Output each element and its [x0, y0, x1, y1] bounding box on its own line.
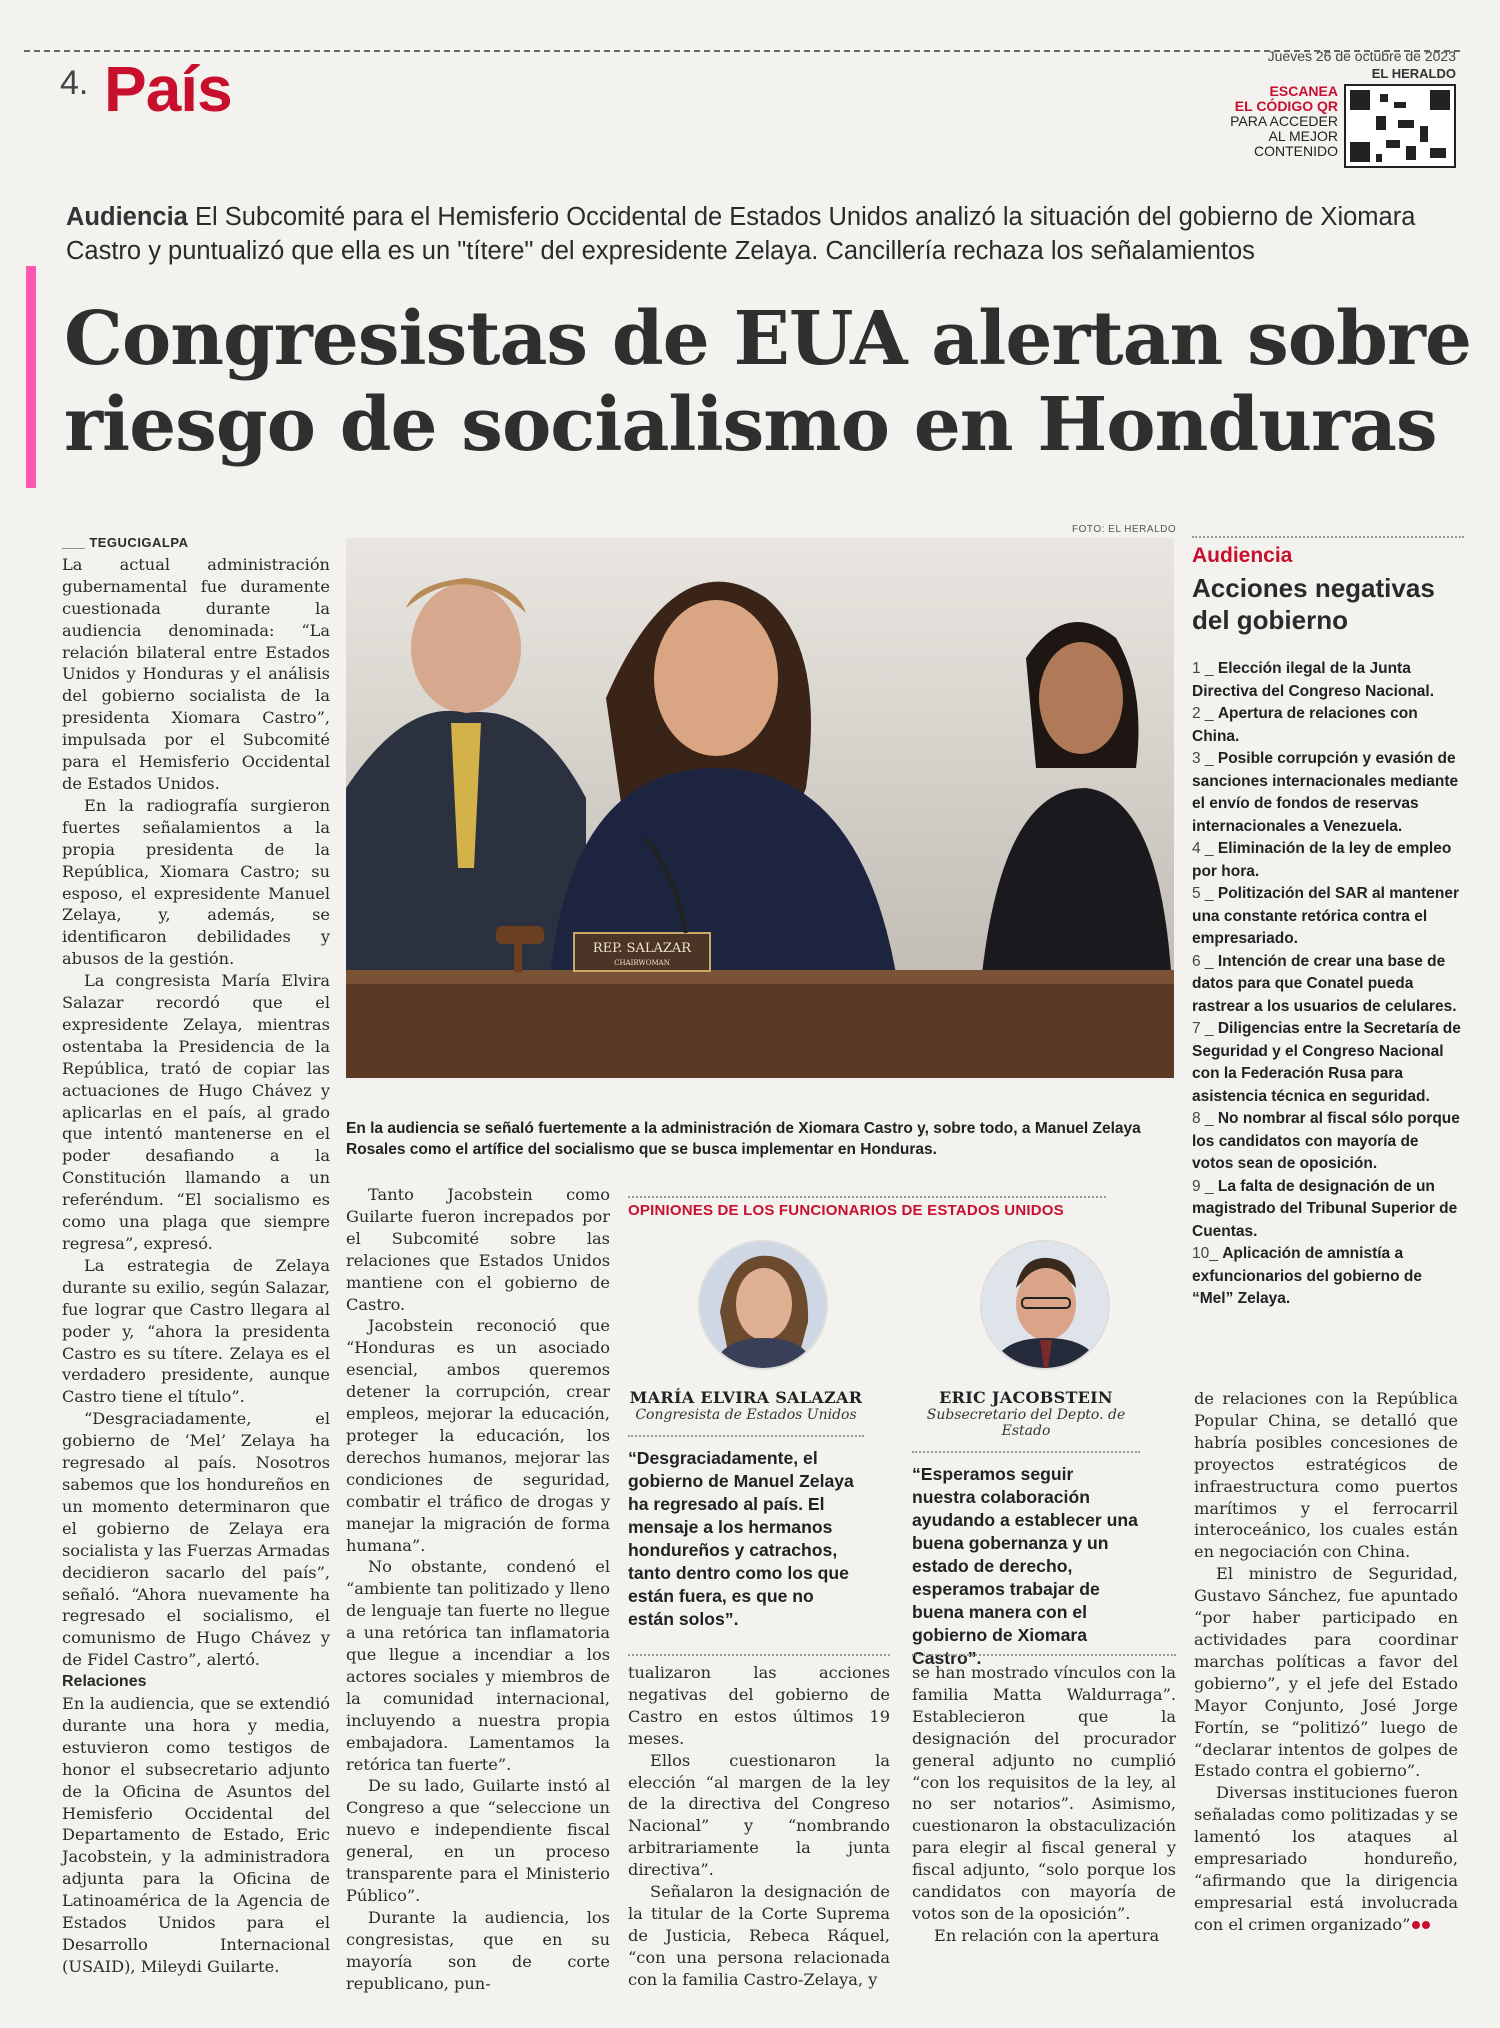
nameplate-text: REP. SALAZAR — [592, 941, 692, 956]
list-item: 5 _ Politización del SAR al mantener una constante retórica contra el empresariado. — [1192, 885, 1460, 947]
salazar-quote: “Desgraciadamente, el gobierno de Manuel Zelaya ha regresado al país. El mensaje a los hermanos hondureños y catrachos, tanto dentro como los que están fuera, es que no están solos”. — [628, 1448, 854, 1629]
article-column-4 — [912, 1654, 1176, 1947]
jacobstein-portrait — [980, 1240, 1110, 1370]
paragraph: La actual administración gubernamental fue duramente cuestionada durante la audiencia denominada: “La relación bilateral entre Estados Unidos y Honduras y el análisis del gobierno socialista de la presidenta Xiomara Castro”, impulsada por el Subcomité para el Hemisferio Occidental de Estados Unidos. — [62, 554, 330, 793]
sidebar-title: Acciones negativas del gobierno — [1192, 573, 1435, 635]
section-title: País — [104, 53, 232, 125]
photo-caption: En la audiencia se señaló fuertemente a la administración de Xiomara Castro y, sobre todo, a Manuel Zelaya Rosales como el artífice del socialismo que se busca implementar en Honduras. — [346, 1120, 1141, 1158]
paragraph: Ellos cuestionaron la elección “al margen de la ley de la directiva del Congreso Nacional” y “nombrando arbitrariamente la junta directiva”. — [628, 1750, 890, 1880]
issue-date: Jueves 26 de octubre de 2023 — [1267, 48, 1456, 64]
paragraph: En la audiencia, que se extendió durante una hora y media, estuvieron como testigos de honor el subsecretario adjunto de la Oficina de Asuntos del Hemisferio Occidental del Departamento de Estado, Eric Jacobstein, y la administradora adjunta para la Oficina de Latinoamérica de la Agencia de Estados Unidos para el Desarrollo Internacional (USAID), Mileydi Guilarte. — [62, 1694, 330, 1976]
subhead-relaciones: Relaciones — [62, 1673, 147, 1691]
article-column-1 — [62, 532, 330, 1978]
list-item: 4 _ Eliminación de la ley de empleo por hora. — [1192, 840, 1452, 880]
list-item: 2 _ Apertura de relaciones con China. — [1192, 705, 1418, 745]
paragraph: Diversas instituciones fueron señaladas como politizadas y se lamentó los ataques al empresariado hondureño, “afirmando que la dirigencia empresarial está involucrada con el crimen organizado” — [1194, 1783, 1458, 1934]
article-deck — [66, 200, 1466, 268]
list-item: 9 _ La falta de designación de un magistrado del Tribunal Superior de Cuentas. — [1192, 1177, 1458, 1240]
deck-kicker: Audiencia — [66, 203, 188, 231]
paragraph: Jacobstein reconoció que “Honduras es un asociado esencial, ambos queremos detener la corrupción, crear empleos, mejorar la educación, proteger la educación, los derechos humanos, mejorar las condiciones de seguridad, combatir el tráfico de drogas y manejar la migración de forma humana”. — [346, 1316, 610, 1555]
paragraph: Durante la audiencia, los congresistas, que en su mayoría son de corte republicano, pun- — [346, 1907, 610, 1993]
article-column-2 — [346, 1184, 610, 1995]
paragraph: de relaciones con la República Popular China, se detalló que habría posibles concesiones de proyectos estratégicos de infraestructura como puertos marítimos y el ferrocarril interoceánico, los cuales están en negociación con China. — [1194, 1389, 1458, 1562]
paragraph: De su lado, Guilarte instó al Congreso a que “seleccione un nuevo e independiente fiscal general, en un proceso transparente para el Ministerio Público”. — [346, 1776, 610, 1905]
end-mark-icon — [1412, 1921, 1420, 1929]
salazar-block — [628, 1388, 864, 1631]
qr-code[interactable] — [1344, 84, 1456, 168]
hearing-photo-illustration — [346, 538, 1174, 1078]
list-item: 6 _ Intención de crear una base de datos para que Conatel pueda rastrear a los usuarios de celulares. — [1192, 952, 1457, 1015]
page-number: 4. — [60, 64, 89, 102]
paragraph: No obstante, condenó el “ambiente tan politizado y lleno de lenguaje tan fuerte no llegue a una retórica tan inflamatoria que llegue a incendiar a los actores sociales y miembros de la comunidad internacional, incluyendo a nuestra propia embajadora. Lamentamos la retórica tan fuerte”. — [346, 1557, 610, 1774]
top-rule — [24, 50, 1460, 52]
article-column-3 — [628, 1654, 890, 1991]
sidebar-box — [1192, 536, 1464, 1311]
hearing-photo — [346, 538, 1174, 1078]
deck-text: El Subcomité para el Hemisferio Occidental de Estados Unidos analizó la situación del gobierno de Xiomara Castro y puntualizó que ella es un "títere" del expresidente Zelaya. Cancillería rechaza los señalamientos — [66, 203, 1416, 265]
opinions-rule — [628, 1196, 1106, 1198]
jacobstein-role: Subsecretario del Depto. de Estado — [926, 1407, 1126, 1439]
sidebar-list — [1192, 658, 1464, 1311]
photo-credit: FOTO: EL HERALDO — [1072, 524, 1177, 535]
paragraph: tualizaron las acciones negativas del gobierno de Castro en estos últimos 19 meses. — [628, 1663, 890, 1748]
jacobstein-name: ERIC JACOBSTEIN — [939, 1388, 1113, 1407]
paragraph: se han mostrado vínculos con la familia Matta Waldurraga”. Establecieron que la designación del procurador general adjunto no cumplió “con los requisitos de la ley, al no ser notarios”. Asimismo, cuestionaron la obstaculización para elegir al fiscal general y fiscal adjunto, “solo porque los candidatos con mayoría de votos son de la oposición”. — [912, 1663, 1176, 1923]
article-headline: Congresistas de EUA alertan sobre riesgo de socialismo en Honduras — [64, 296, 1471, 468]
article-column-5 — [1194, 1388, 1458, 1936]
end-mark-icon — [1422, 1921, 1430, 1929]
list-item: 1 _ Elección ilegal de la Junta Directiva del Congreso Nacional. — [1192, 660, 1435, 700]
list-item: 3 _ Posible corrupción y evasión de sanciones internacionales mediante el envío de fondos de reservas internacionales a Venezuela. — [1192, 750, 1459, 835]
salazar-portrait — [698, 1240, 828, 1370]
list-item: 8 _ No nombrar al fiscal sólo porque los candidatos con mayoría de votos sean de oposición. — [1192, 1110, 1460, 1172]
paragraph: Tanto Jacobstein como Guilarte fueron increpados por el Subcomité sobre las relaciones que Estados Unidos mantiene con el gobierno de Castro. — [346, 1185, 610, 1314]
sidebar-kicker: Audiencia — [1192, 544, 1293, 567]
paper-name: EL HERALDO — [1371, 66, 1456, 81]
paragraph: Señalaron la designación de la titular de la Corte Suprema de Justicia, Rebeca Ráquel, “con una persona relacionada con la familia Castro-Zelaya, y — [628, 1882, 890, 1989]
nameplate-subtext: CHAIRWOMAN — [614, 959, 670, 967]
paragraph: La estrategia de Zelaya durante su exilio, según Salazar, fue lograr que Castro llegara al poder y, “ahora la presidenta Castro es su títere. Zelaya es el verdadero presidente, aunque Castro tiene el título”. — [62, 1255, 330, 1407]
paragraph: “Desgraciadamente, el gobierno de ‘Mel’ Zelaya ha regresado al país. Nosotros sabemos que los hondureños en un momento determinaron que el gobierno de Zelaya era socialista y las Fuerzas Armadas decidieron sacarlo del país”, señaló. “Ahora nuevamente ha regresado el socialismo, el comunismo de Hugo Chávez y de Fidel Castro”, alertó. — [62, 1409, 330, 1670]
paragraph: El ministro de Seguridad, Gustavo Sánchez, fue apuntado “por haber participado en actividades para coordinar marchas políticas a favor del gobierno”, y el jefe del Estado Mayor Conjunto, José Jorge Fortín, se “politizó” luego de “declarar intentos de golpes de Estado contra el gobierno”. — [1194, 1564, 1458, 1781]
qr-prompt: ESCANEA EL CÓDIGO QR PARA ACCEDER AL MEJOR CONTENIDO — [1230, 83, 1338, 159]
list-item: 10_ Aplicación de amnistía a exfuncionarios del gobierno de “Mel” Zelaya. — [1192, 1245, 1422, 1307]
jacobstein-block — [912, 1388, 1140, 1670]
highlighter-mark — [26, 266, 36, 488]
salazar-name: MARÍA ELVIRA SALAZAR — [629, 1388, 863, 1407]
paragraph: La congresista María Elvira Salazar recordó que el expresidente Zelaya, mientras ostentaba la Presidencia de la República, trató de copiar las actuaciones de Hugo Chávez y aplicarlas en el país, al grado que intentó mantenerse en el poder desafiando a la Constitución llamando a un referéndum. “El socialismo es como una plaga que siempre regresa”, expresó. — [62, 971, 330, 1253]
paragraph: En la radiografía surgieron fuertes señalamientos a la propia presidenta de la República, Xiomara Castro; su esposo, el expresidente Manuel Zelaya, y, además, se identificaron debilidades y abusos de la gestión. — [62, 795, 330, 969]
salazar-role: Congresista de Estados Unidos — [635, 1407, 857, 1423]
paragraph: En relación con la apertura — [934, 1925, 1160, 1945]
dateline: ___ TEGUCIGALPA — [62, 535, 189, 550]
opinions-heading: OPINIONES DE LOS FUNCIONARIOS DE ESTADOS UNIDOS — [628, 1202, 1064, 1219]
jacobstein-quote: “Esperamos seguir nuestra colaboración ayudando a establecer una buena gobernanza y un estado de derecho, esperamos trabajar de buena manera con el gobierno de Xiomara Castro”. — [912, 1464, 1138, 1668]
list-item: 7 _ Diligencias entre la Secretaría de Seguridad y el Congreso Nacional con la Federación Rusa para asistencia técnica en seguridad. — [1192, 1020, 1461, 1105]
